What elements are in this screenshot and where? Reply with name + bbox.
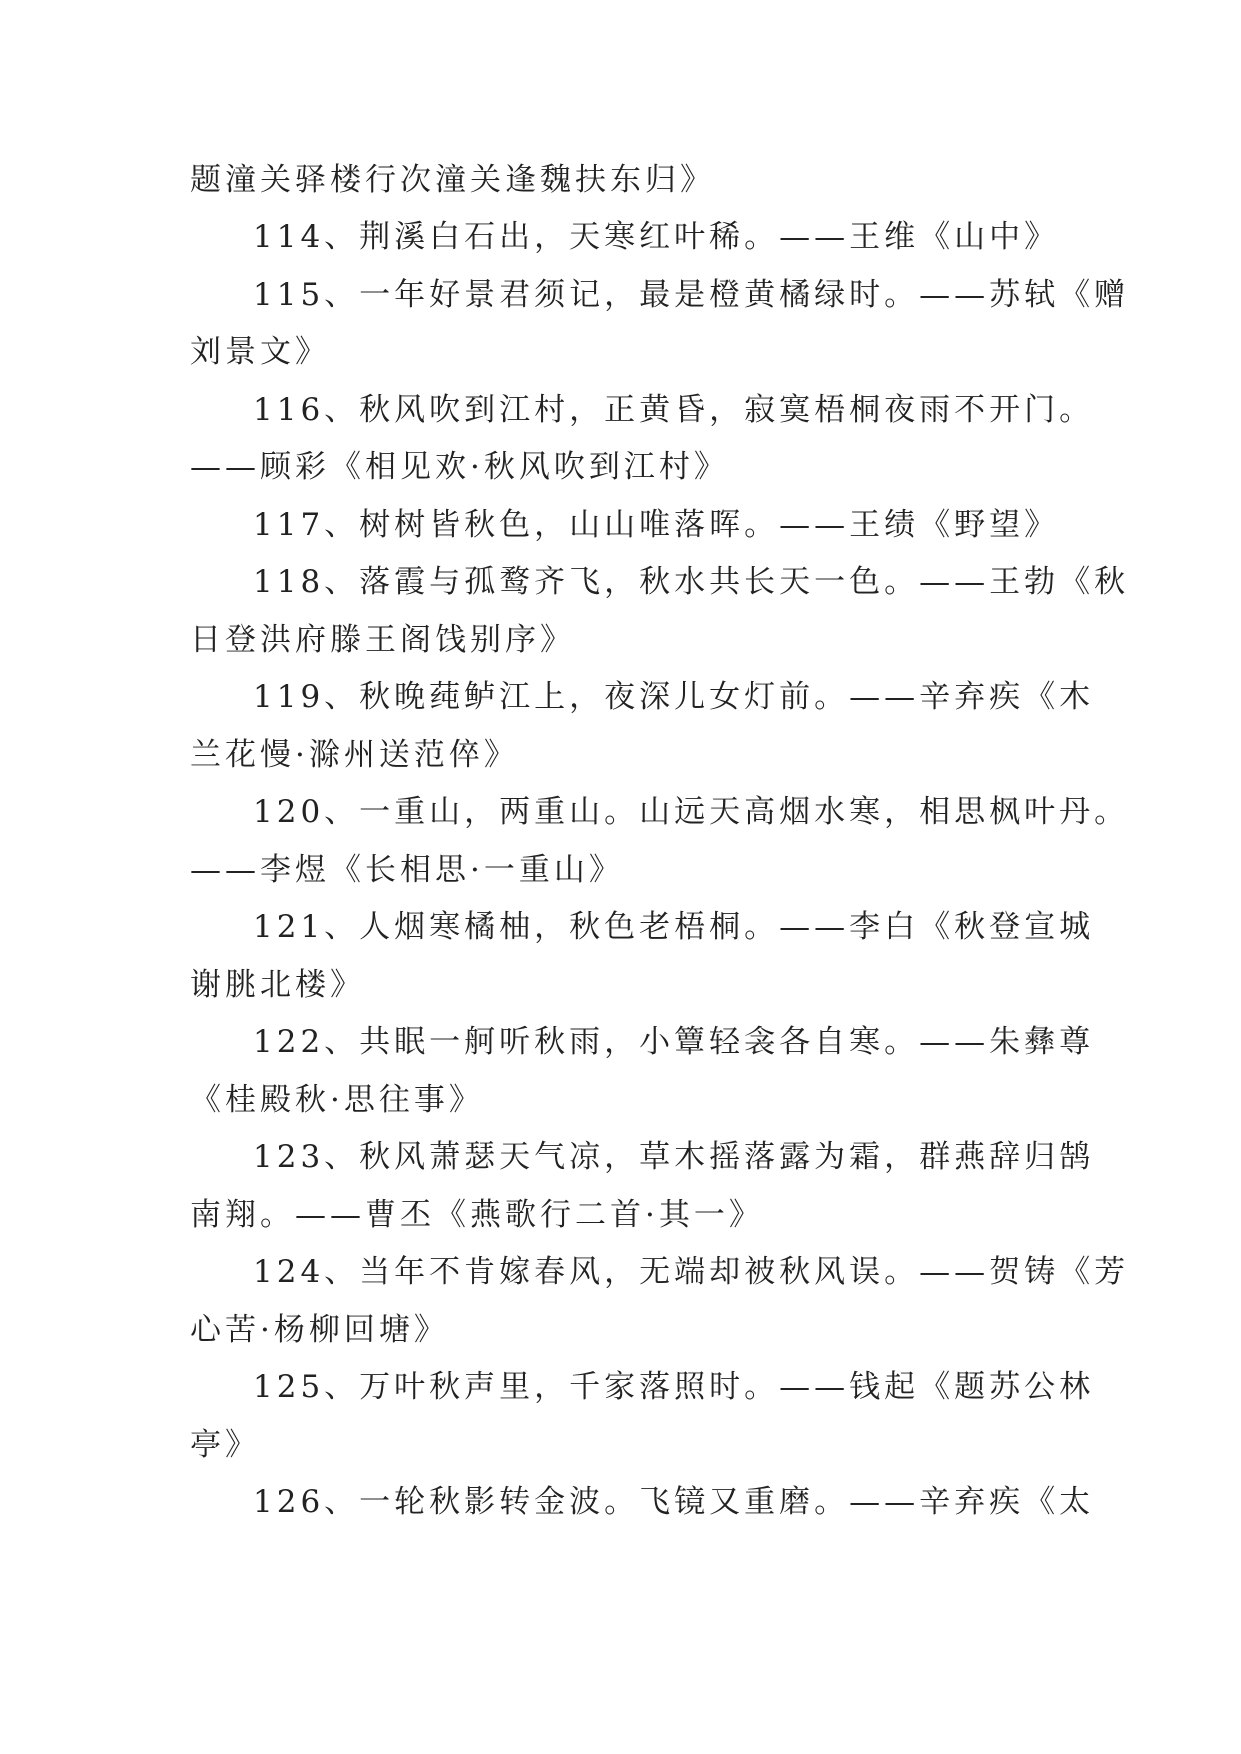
text-line: 118、落霞与孤鹜齐飞，秋水共长天一色。——王勃《秋 — [253, 564, 1130, 600]
text-line: 谢朓北楼》 — [190, 967, 365, 1003]
text-line: 亭》 — [190, 1427, 260, 1463]
text-line: 119、秋晚莼鲈江上，夜深儿女灯前。——辛弃疾《木 — [253, 679, 1095, 715]
text-line: 兰花慢·滁州送范倅》 — [190, 737, 519, 773]
text-line: 122、共眠一舸听秋雨，小簟轻衾各自寒。——朱彝尊 — [253, 1024, 1095, 1060]
text-line: 123、秋风萧瑟天气凉，草木摇落露为霜，群燕辞归鹄 — [253, 1139, 1095, 1175]
text-line: 121、人烟寒橘柚，秋色老梧桐。——李白《秋登宣城 — [253, 909, 1095, 945]
text-line: 心苦·杨柳回塘》 — [190, 1312, 449, 1348]
text-line: ——顾彩《相见欢·秋风吹到江村》 — [190, 449, 729, 485]
text-line: 日登洪府滕王阁饯别序》 — [190, 622, 575, 658]
text-line: 120、一重山，两重山。山远天高烟水寒，相思枫叶丹。 — [253, 794, 1130, 830]
text-line: 刘景文》 — [190, 334, 330, 370]
text-line: 题潼关驿楼行次潼关逢魏扶东归》 — [190, 162, 715, 198]
text-line: 117、树树皆秋色，山山唯落晖。——王绩《野望》 — [253, 507, 1060, 543]
text-line: 116、秋风吹到江村，正黄昏，寂寞梧桐夜雨不开门。 — [253, 392, 1095, 428]
text-line: 125、万叶秋声里，千家落照时。——钱起《题苏公林 — [253, 1369, 1095, 1405]
text-line: 114、荆溪白石出，天寒红叶稀。——王维《山中》 — [253, 219, 1060, 255]
text-line: ——李煜《长相思·一重山》 — [190, 852, 624, 888]
text-line: 126、一轮秋影转金波。飞镜又重磨。——辛弃疾《太 — [253, 1484, 1095, 1520]
text-line: 124、当年不肯嫁春风，无端却被秋风误。——贺铸《芳 — [253, 1254, 1130, 1290]
text-line: 115、一年好景君须记，最是橙黄橘绿时。——苏轼《赠 — [253, 277, 1130, 313]
text-line: 南翔。——曹丕《燕歌行二首·其一》 — [190, 1197, 764, 1233]
text-line: 《桂殿秋·思往事》 — [190, 1082, 484, 1118]
